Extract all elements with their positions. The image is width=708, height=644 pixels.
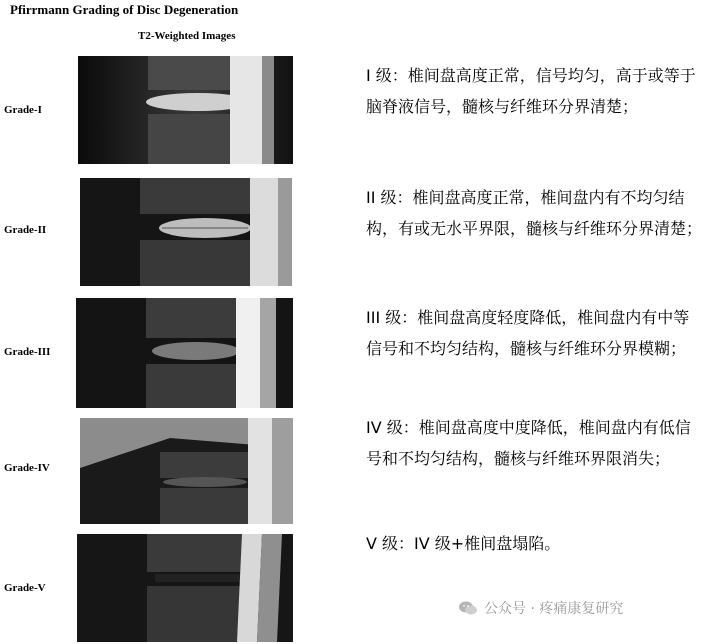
watermark <box>458 598 623 618</box>
grade-description-5: V 级：IV 级+椎间盘塌陷。 <box>366 534 561 553</box>
page-subtitle: T2-Weighted Images <box>138 30 236 42</box>
mri-image-grade-1 <box>78 56 293 164</box>
mri-image-grade-4 <box>80 418 293 524</box>
page-title: Pfirrmann Grading of Disc Degeneration <box>10 2 239 17</box>
grade-description-2: II 级：椎间盘高度正常，椎间盘内有不均匀结构，有或无水平界限，髓核与纤维环分界清楚； <box>366 188 703 238</box>
grade-label-3: Grade-III <box>4 346 51 358</box>
grade-description-4: IV 级：椎间盘高度中度降低，椎间盘内有低信号和不均匀结构，髓核与纤维环界限消失； <box>366 418 691 468</box>
grade-label-2: Grade-II <box>4 224 47 236</box>
mri-image-grade-3 <box>76 298 293 408</box>
grade-label-1: Grade-I <box>4 104 42 116</box>
mri-image-grade-5 <box>77 534 293 642</box>
mri-image-grade-2 <box>80 178 292 286</box>
grade-label-5: Grade-V <box>4 582 46 594</box>
grade-description-1: I 级：椎间盘高度正常，信号均匀，高于或等于脑脊液信号，髓核与纤维环分界清楚； <box>366 66 696 116</box>
grade-label-4: Grade-IV <box>4 462 50 474</box>
grade-description-3: III 级：椎间盘高度轻度降低，椎间盘内有中等信号和不均匀结构，髓核与纤维环分界模糊； <box>366 308 690 358</box>
watermark-text: 公众号 · 疼痛康复研究 <box>484 601 624 617</box>
wechat-icon <box>458 600 478 616</box>
